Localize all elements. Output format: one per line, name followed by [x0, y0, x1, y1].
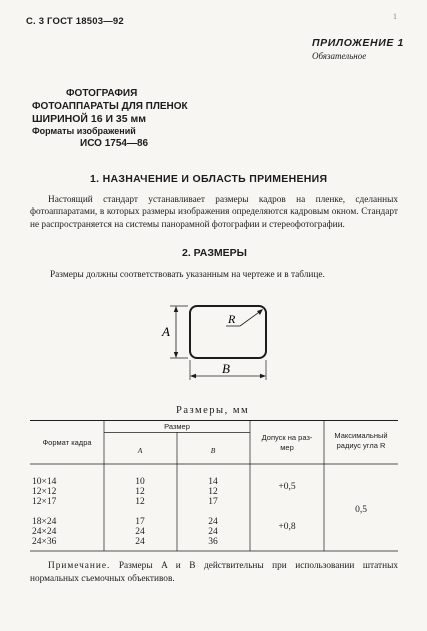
table-cell-a: 12 — [135, 487, 145, 497]
header-radius-2: радиус угла R — [336, 441, 386, 450]
title-line-1: ФОТОГРАФИЯ — [66, 88, 138, 99]
table-cell-a: 10 — [135, 477, 145, 487]
table-cell-tolerance: +0,5 — [278, 482, 296, 492]
section-2-heading: 2. РАЗМЕРЫ — [182, 247, 247, 259]
section-1-heading: 1. НАЗНАЧЕНИЕ И ОБЛАСТЬ ПРИМЕНЕНИЯ — [90, 173, 328, 185]
sizes-table — [30, 420, 398, 552]
table-cell-format: 12×12 — [32, 487, 57, 497]
section-2-text: Размеры должны соответствовать указанным на чертеже и в таблице. — [50, 270, 325, 280]
title-line-4: Форматы изображений — [32, 126, 136, 136]
frame-dimension-drawing — [158, 298, 278, 382]
table-cell-format: 24×24 — [32, 527, 57, 537]
header-format: Формат кадра — [42, 438, 92, 447]
table-cell-b: 14 — [208, 477, 218, 487]
table-cell-b: 24 — [208, 527, 218, 537]
title-line-3: ШИРИНОЙ 16 И 35 мм — [32, 113, 147, 125]
table-cell-b: 17 — [208, 497, 218, 507]
page-header: С. 3 ГОСТ 18503—92 — [26, 16, 124, 27]
table-caption: Размеры, мм — [176, 405, 250, 416]
table-cell-a: 12 — [135, 497, 145, 507]
header-tolerance-2: мер — [280, 443, 294, 452]
table-cell-a: 24 — [135, 527, 145, 537]
table-cell-format: 18×24 — [32, 517, 57, 527]
section-1-text: Настоящий стандарт устанавливает размеры кадров на пленке, сделанных фотоаппаратами, в которых размеры изображения определяются кадровым окном. Стандарт не распространяется на системы панорамной фотографии и стереофотографии. — [30, 195, 398, 230]
table-note — [30, 560, 398, 586]
header-col-a: A — [137, 446, 143, 455]
corner-mark: 1 — [393, 12, 397, 21]
label-r: R — [228, 312, 236, 326]
annex-subtitle: Обязательное — [312, 51, 367, 61]
table-cell-a: 24 — [135, 537, 145, 547]
table-cell-tolerance: +0,8 — [278, 522, 296, 532]
header-size: Размер — [164, 422, 190, 431]
header-radius-1: Максимальный — [334, 431, 388, 440]
table-cell-a: 17 — [135, 517, 145, 527]
table-cell-format: 12×17 — [32, 497, 57, 507]
annex-title: ПРИЛОЖЕНИЕ 1 — [312, 37, 404, 49]
table-cell-b: 36 — [208, 537, 218, 547]
title-line-2: ФОТОАППАРАТЫ ДЛЯ ПЛЕНОК — [32, 101, 188, 112]
table-cell-b: 12 — [208, 487, 218, 497]
note-lead: Примечание. — [48, 561, 111, 571]
table-cell-format: 10×14 — [32, 477, 57, 487]
table-cell-format: 24×36 — [32, 537, 57, 547]
label-a: A — [162, 324, 170, 339]
table-cell-b: 24 — [208, 517, 218, 527]
table-cell-radius: 0,5 — [355, 505, 367, 515]
header-col-b: B — [210, 446, 216, 455]
title-line-5: ИСО 1754—86 — [80, 138, 149, 149]
note-text: Размеры A и B действительны при использовании штатных нормальных съемочных объективов. — [30, 561, 398, 584]
label-b: B — [222, 361, 230, 376]
header-tolerance-1: Допуск на раз- — [261, 433, 313, 442]
